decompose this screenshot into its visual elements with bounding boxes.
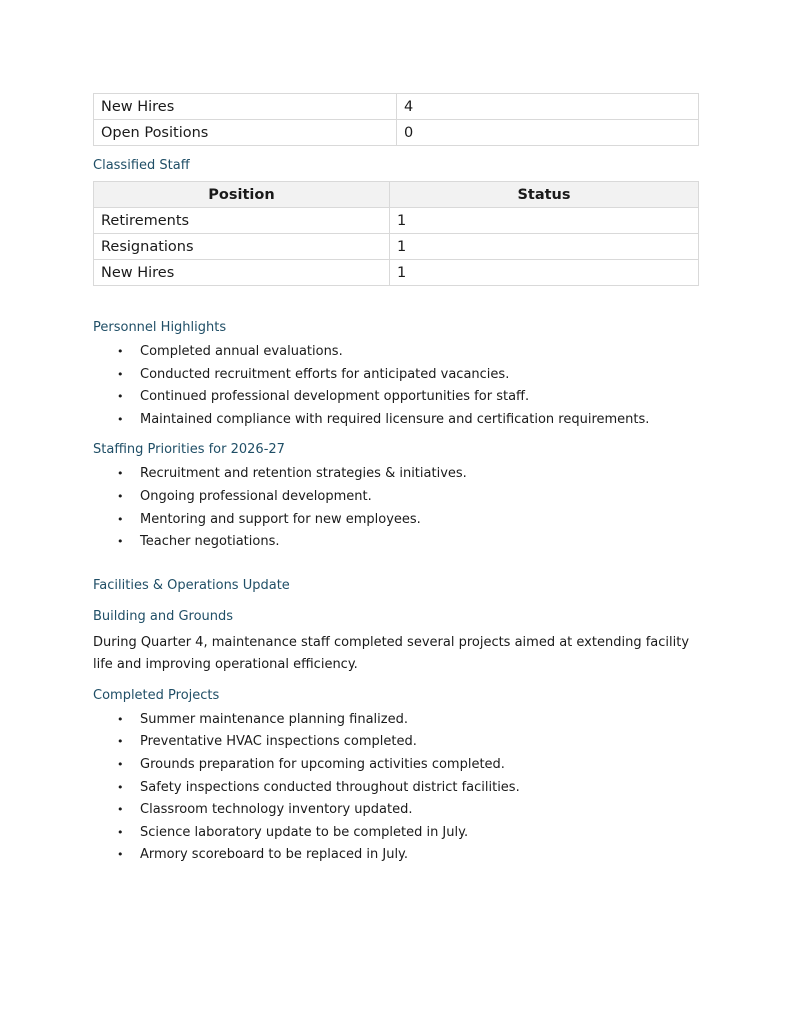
list-item xyxy=(93,799,699,822)
bullet-icon: • xyxy=(117,512,124,526)
bullet-icon: • xyxy=(117,412,124,426)
table-row xyxy=(94,208,699,234)
list-item xyxy=(93,509,699,532)
bullet-icon: • xyxy=(117,489,124,503)
bullet-icon: • xyxy=(117,780,124,794)
list-item xyxy=(93,341,699,364)
table-cell-value: 0 xyxy=(397,120,699,146)
table-row xyxy=(94,94,699,120)
table-cell-value: 1 xyxy=(390,234,699,260)
list-item-text: Teacher negotiations. xyxy=(140,534,280,550)
list-item xyxy=(93,754,699,777)
facilities-paragraph: During Quarter 4, maintenance staff completed several projects aimed at extending facility life and improving operational efficiency. xyxy=(93,634,690,673)
table-cell-label: Resignations xyxy=(94,234,390,260)
list-item-text: Grounds preparation for upcoming activities completed. xyxy=(140,756,505,772)
table-cell-label: Retirements xyxy=(94,208,390,234)
staffing-priorities-list xyxy=(93,463,699,553)
column-header-status: Status xyxy=(390,182,699,208)
list-item-text: Maintained compliance with required licensure and certification requirements. xyxy=(140,411,650,427)
list-item-text: Conducted recruitment efforts for anticipated vacancies. xyxy=(140,366,510,382)
facilities-heading: Facilities & Operations Update xyxy=(93,577,290,593)
table-cell-label: New Hires xyxy=(94,94,397,120)
table-cell-label: Open Positions xyxy=(94,120,397,146)
list-item xyxy=(93,531,699,554)
list-item xyxy=(93,409,699,432)
list-item-text: Completed annual evaluations. xyxy=(140,344,343,359)
bullet-icon: • xyxy=(117,825,124,839)
classified-staff-heading: Classified Staff xyxy=(93,158,190,173)
bullet-icon: • xyxy=(117,848,124,862)
bullet-icon: • xyxy=(117,803,124,817)
list-item-text: Armory scoreboard to be replaced in July. xyxy=(140,847,409,863)
bullet-icon: • xyxy=(117,712,124,726)
personnel-highlights-heading: Personnel Highlights xyxy=(93,320,227,335)
bullet-icon: • xyxy=(117,367,124,381)
list-item-text: Safety inspections conducted throughout district facilities. xyxy=(140,779,520,795)
bullet-icon: • xyxy=(117,467,124,481)
list-item xyxy=(93,777,699,800)
list-item-text: Science laboratory update to be completed in July. xyxy=(140,824,469,840)
table-row xyxy=(94,260,699,286)
bullet-icon: • xyxy=(117,390,124,404)
list-item xyxy=(93,731,699,754)
table-cell-value: 1 xyxy=(390,208,699,234)
bullet-icon: • xyxy=(117,535,124,549)
staffing-priorities-heading: Staffing Priorities for 2026-27 xyxy=(93,442,285,458)
table-row xyxy=(94,234,699,260)
list-item-text: Summer maintenance planning finalized. xyxy=(140,711,408,727)
list-item xyxy=(93,486,699,509)
bullet-icon: • xyxy=(117,345,124,358)
table-cell-value: 1 xyxy=(390,260,699,286)
staff-summary-table xyxy=(93,93,699,146)
table-row xyxy=(94,120,699,146)
building-grounds-heading: Building and Grounds xyxy=(93,608,234,624)
list-item-text: Classroom technology inventory updated. xyxy=(140,802,413,818)
list-item xyxy=(93,709,699,732)
completed-projects-heading: Completed Projects xyxy=(93,687,220,703)
table-cell-value: 4 xyxy=(397,94,699,120)
list-item-text: Preventative HVAC inspections completed. xyxy=(140,734,417,750)
completed-projects-list xyxy=(93,709,699,867)
table-cell-label: New Hires xyxy=(94,260,390,286)
list-item xyxy=(93,364,699,387)
list-item xyxy=(93,386,699,409)
bullet-icon: • xyxy=(117,757,124,771)
classified-staff-table xyxy=(93,181,699,286)
column-header-position: Position xyxy=(94,182,390,208)
table-header-row xyxy=(94,182,699,208)
list-item xyxy=(93,844,699,867)
personnel-highlights-list xyxy=(93,341,699,431)
list-item-text: Mentoring and support for new employees. xyxy=(140,511,421,527)
list-item-text: Recruitment and retention strategies & initiatives. xyxy=(140,466,467,482)
list-item xyxy=(93,822,699,845)
list-item-text: Ongoing professional development. xyxy=(140,488,372,504)
list-item-text: Continued professional development opportunities for staff. xyxy=(140,389,530,405)
bullet-icon: • xyxy=(117,735,124,749)
document-page xyxy=(93,93,699,867)
list-item xyxy=(93,463,699,486)
